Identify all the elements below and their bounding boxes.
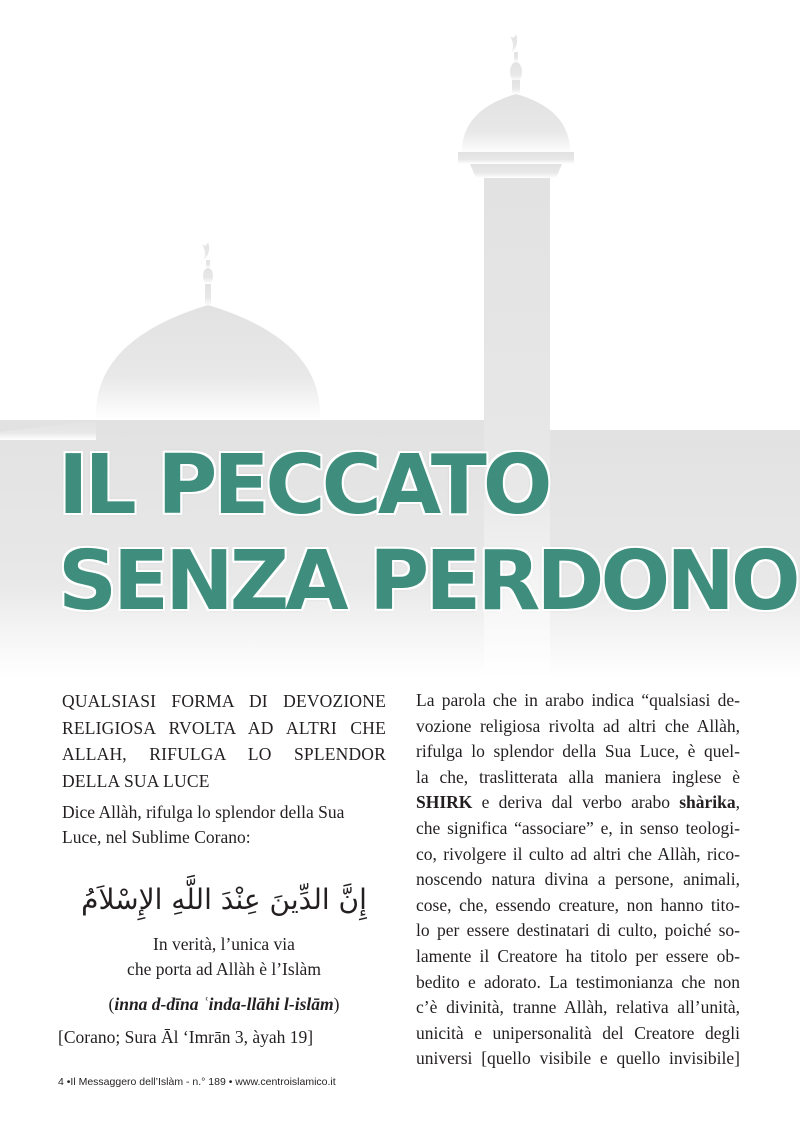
title-line-1: IL PECCATO xyxy=(58,438,549,533)
page-footer: 4 •Il Messaggero dell’Islàm - n.° 189 • www.centroislamico.it xyxy=(58,1076,336,1088)
body-line: La parola che in arabo indica “qualsiasi de- xyxy=(416,690,740,710)
body-line: cose, che, essendo creature, non hanno tito- xyxy=(416,894,740,915)
verse-translation xyxy=(62,932,386,982)
transliteration-text: inna d-dīna ʿinda-llāhi l-islām xyxy=(114,994,334,1014)
body-line: c’è divinità, tranne Allàh, relativa all’unità, xyxy=(416,997,740,1018)
intro-paragraph: Dice Allàh, rifulga lo splendor della Sua Luce, nel Sublime Corano: xyxy=(62,802,345,847)
body-line: lamente il Creatore ha titolo per essere ob- xyxy=(416,945,740,966)
paren-close: ) xyxy=(333,994,340,1014)
body-line: rifulga lo splendor della Sua Luce, è quel- xyxy=(416,741,740,762)
transliteration xyxy=(62,992,386,1017)
body-text: e deriva dal verbo arabo xyxy=(472,792,680,813)
article-title xyxy=(58,438,797,630)
term-shirk: SHIRK xyxy=(416,792,473,813)
translation-line-1: In verità, l’unica via xyxy=(153,934,295,954)
body-line: unicità e unipersonalità del Creatore degli xyxy=(416,1022,740,1043)
body-line: co, rivolgere il culto ad altri che Allàh, rico- xyxy=(416,843,740,864)
quran-citation: [Corano; Sura Āl ʻImrān 3, àyah 19] xyxy=(58,1027,314,1047)
subheading: QUALSIASI FORMA DI DEVOZIONE RELIGIOSA RVOLTA AD ALTRI CHE ALLAH, RIFULGA LO SPLENDOR DELLA SUA LUCE xyxy=(62,691,386,791)
body-text: , xyxy=(735,792,740,813)
body-line: la che, traslitterata alla maniera inglese è xyxy=(416,766,740,787)
paren-open: ( xyxy=(108,994,115,1014)
body-line: lo per essere destinatari di culto, poiché so- xyxy=(416,920,740,941)
body-line: bedito e adorato. La testimonianza che non xyxy=(416,971,740,992)
body-line xyxy=(416,790,740,816)
left-column xyxy=(58,688,386,1050)
right-column xyxy=(416,688,740,1072)
body-line: noscendo natura divina a persone, animali, xyxy=(416,869,740,890)
body-line: vozione religiosa rivolta ad altri che Allàh, xyxy=(416,715,740,736)
body-line: che significa “associare” e, in senso teologi- xyxy=(416,817,740,838)
translation-line-2: che porta ad Allàh è l’Islàm xyxy=(127,959,321,979)
term-sharika: shàrika xyxy=(679,792,736,813)
body-line: universi [quello visibile e quello invisibile] xyxy=(416,1048,740,1069)
arabic-verse: إِنَّ الدِّينَ عِنْدَ اللَّهِ الإِسْلاَمُ xyxy=(81,883,367,916)
title-line-2: SENZA PERDONO xyxy=(58,534,797,629)
